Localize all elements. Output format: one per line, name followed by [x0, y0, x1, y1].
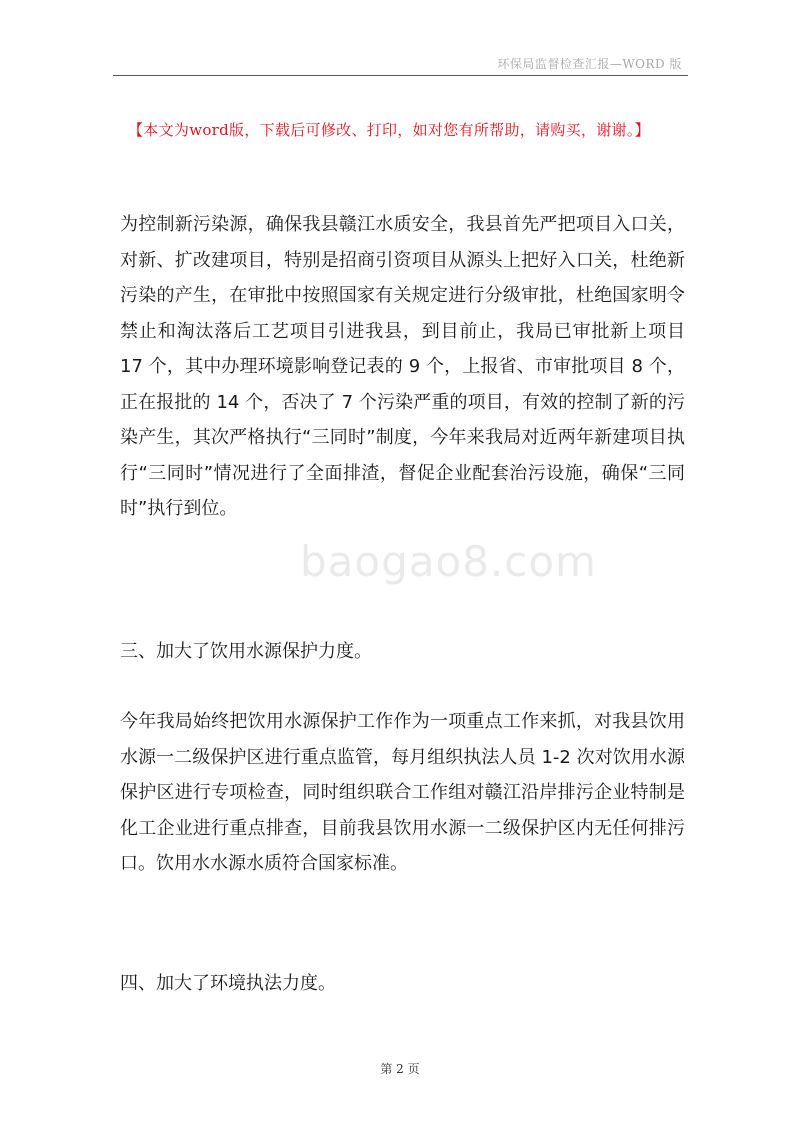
section-heading-water-source: 三、加大了饮用水源保护力度。: [120, 641, 372, 662]
header-divider: [113, 75, 688, 76]
watermark: baogao8.com: [300, 537, 597, 586]
section-heading-enforcement: 四、加大了环境执法力度。: [120, 973, 336, 994]
header-title: 环保局监督检查汇报—WORD 版: [497, 57, 682, 71]
page-number: 第 2 页: [380, 1062, 420, 1076]
purchase-notice: 【本文为word版，下载后可修改、打印，如对您有所帮助，请购买，谢谢。】: [128, 121, 650, 139]
paragraph-project-approval: 为控制新污染源，确保我县赣江水质安全，我县首先严把项目入口关，对新、扩改建项目，特别是招商引资项目从源头上把好入口关，杜绝新污染的产生，在审批中按照国家有关规定进行分级审批，杜绝国家明令禁止和淘汰落后工艺项目引进我县，到目前止，我局已审批新上项目 17 个，其中办理环境影响登记表的 9 个，上报省、市审批项目 8 个，正在报批的 14 个，否决了 7 个污染严重的项目，有效的控制了新的污染产生，其次严格执行“三同时”制度，今年来我局对近两年新建项目执行“三同时”情况进行了全面排渣，督促企业配套治污设施，确保“三同时”执行到位。: [120, 214, 685, 519]
paragraph-water-source-protection: 今年我局始终把饮用水源保护工作作为一项重点工作来抓，对我县饮用水源一二级保护区进行重点监管，每月组织执法人员 1-2 次对饮用水源保护区进行专项检查，同时组织联合工作组对赣江沿岸排污企业特制是化工企业进行重点排查，目前我县饮用水源一二级保护区内无任何排污口。饮用水水源水质符合国家标准。: [120, 711, 685, 874]
